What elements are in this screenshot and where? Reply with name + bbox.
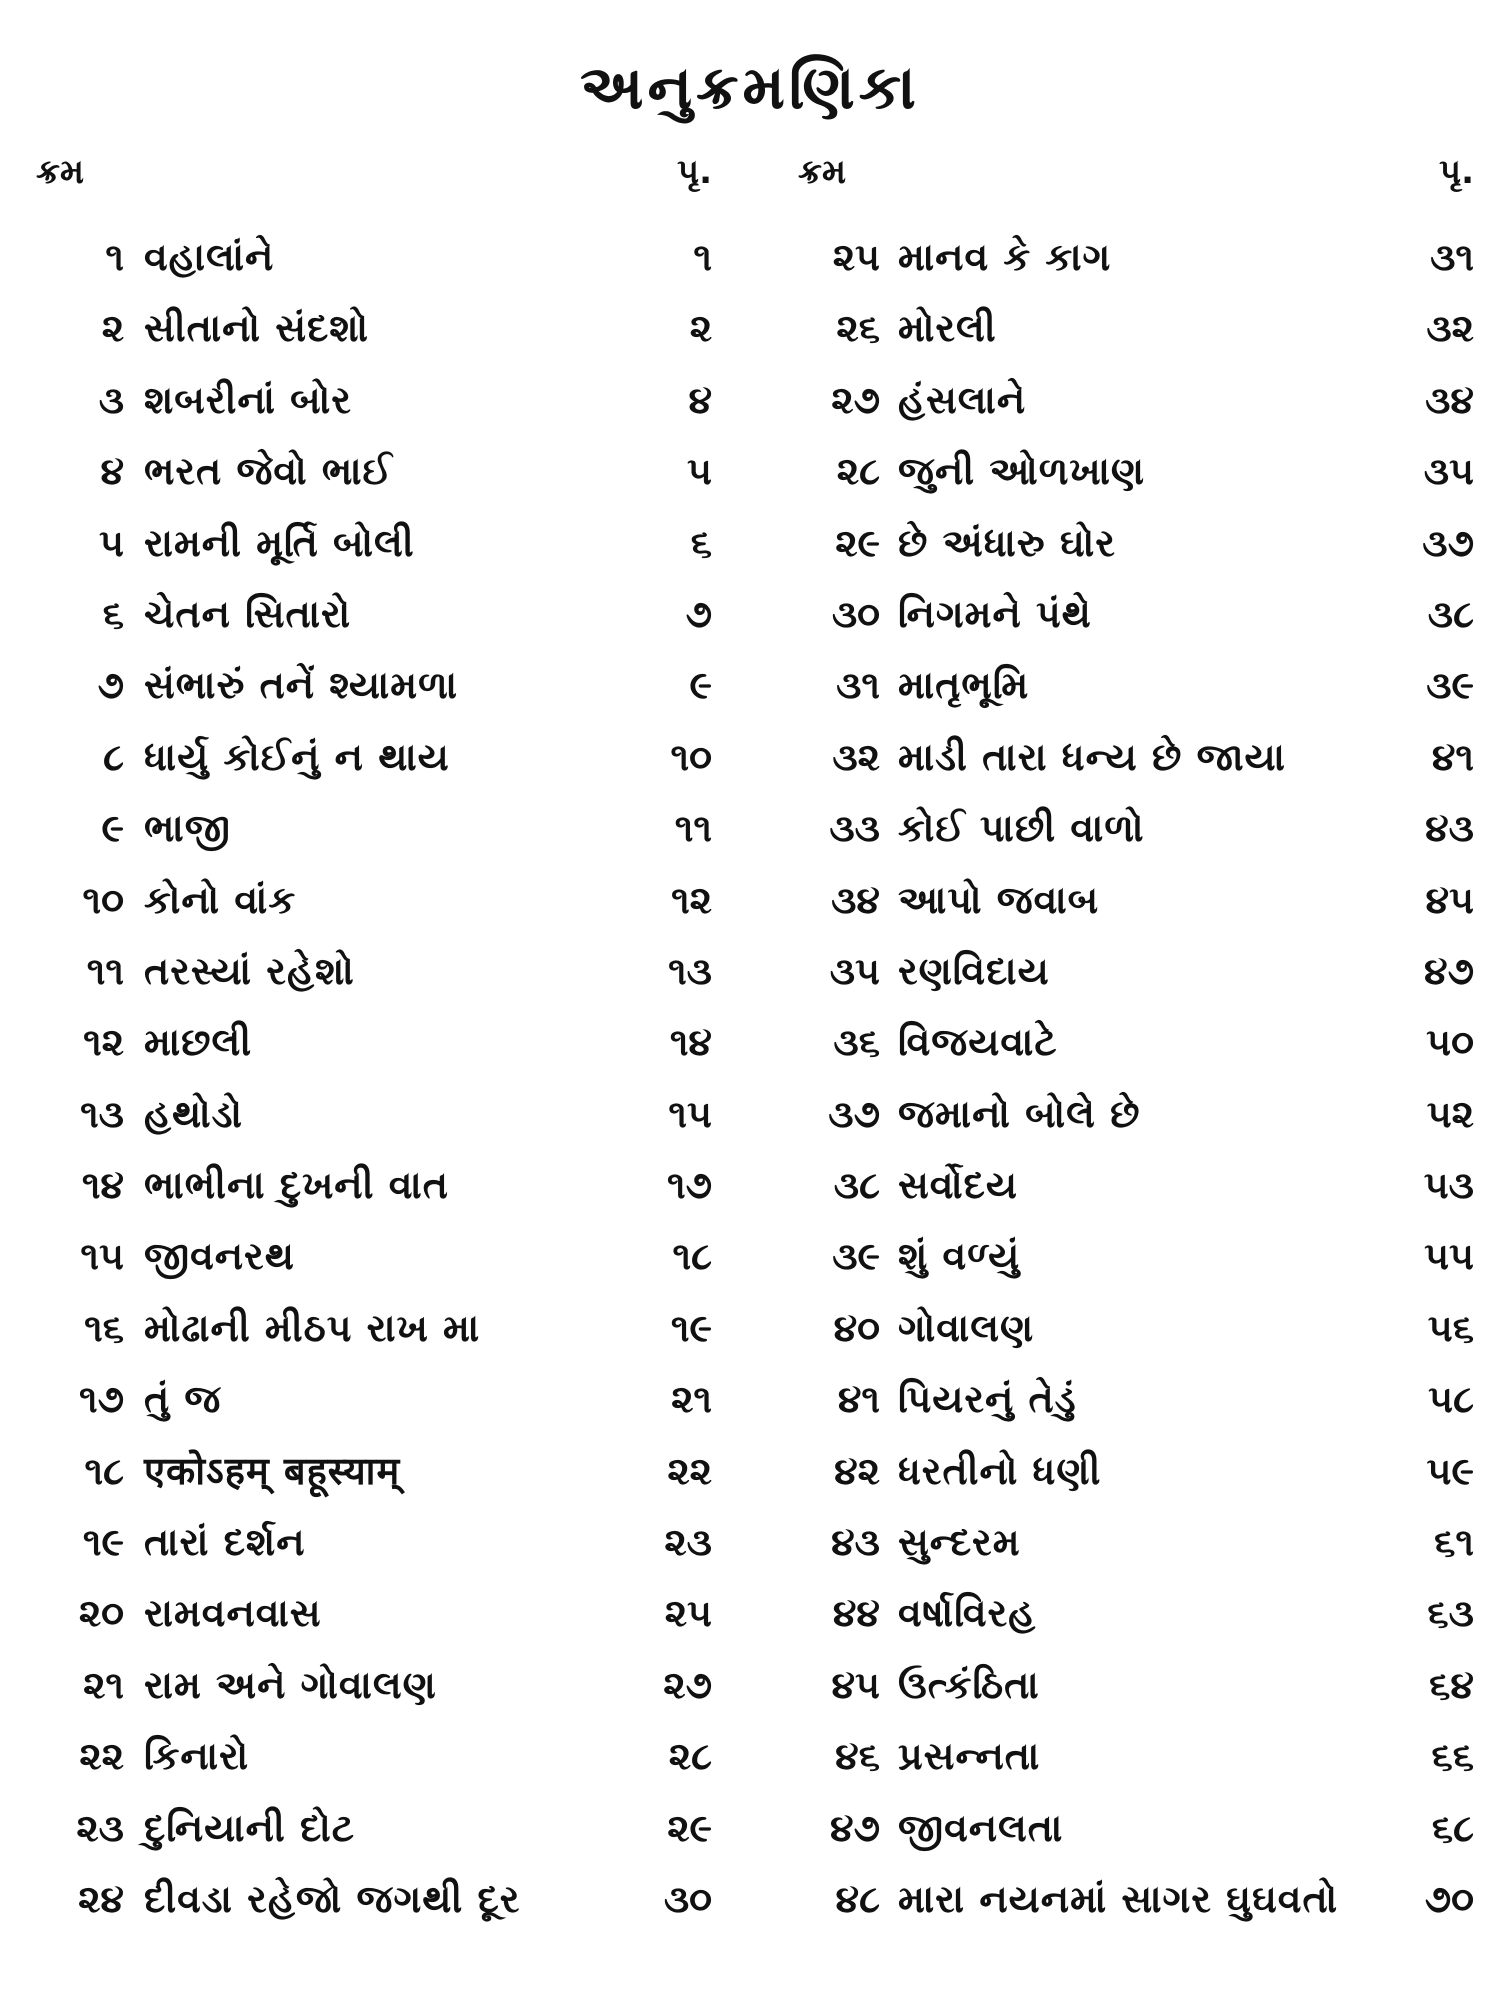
entry-page: ૨૯ [667,1805,712,1850]
entry-page: ૨૮ [668,1734,712,1779]
entry-page: ૩૨ [1426,306,1474,351]
index-entry [790,436,1480,507]
entry-number: ૧ [105,235,124,279]
entry-title: ધરતીનો ધણી [898,1448,1102,1493]
entry-number: ૨૫ [832,235,880,279]
entry-number: ૩૬ [833,1020,880,1065]
entry-number: ૩૧ [836,663,880,708]
index-entry [790,1650,1480,1721]
entry-page: ૫૬ [1427,1305,1474,1350]
entry-title: ભાજી [144,806,231,851]
index-entry [28,293,718,364]
entry-page: ૪૭ [1424,948,1474,993]
entry-number: ૨૩ [76,1805,124,1850]
entry-number: ૨૭ [831,377,880,422]
entry-page: ૭ [685,591,712,636]
entry-title: જીવનલતા [898,1805,1064,1850]
entry-number: ૨૪ [78,1876,124,1921]
index-entry [28,936,718,1007]
entry-number: ૧૩ [80,1091,124,1136]
entry-title: પિયરનું તેડું [898,1377,1077,1422]
entry-page: ૨૧ [671,1377,712,1422]
entry-title: શબરીનાં બોર [144,377,352,422]
entry-title: ચેતન સિતારો [144,591,352,636]
index-entry [28,1364,718,1435]
entry-page: ૩૧ [1430,235,1474,279]
entry-page: ૩૮ [1427,591,1474,636]
entry-page: ૧૯ [670,1305,712,1350]
entry-number: ૩૭ [828,1091,880,1136]
entry-page: ૩૦ [663,1876,712,1921]
entry-number: ૨૮ [836,449,880,494]
index-entry [28,1079,718,1150]
index-entry [28,508,718,579]
entry-page: ૪૫ [1425,877,1474,922]
entry-number: ૪૨ [834,1448,880,1493]
page-header: પૃ. [1439,152,1474,192]
index-entry [790,1721,1480,1792]
index-entry [790,1221,1480,1292]
entry-number: ૪૪ [832,1591,880,1636]
index-entry [790,293,1480,364]
entry-number: ૧૦ [82,877,124,922]
entry-page: ૬૮ [1431,1805,1474,1850]
index-entry [790,579,1480,650]
entry-number: ૪૦ [833,1305,880,1350]
entry-title: જુની ઓળખાણ [898,449,1146,494]
entry-page: ૧૭ [666,1163,712,1208]
index-entry [790,365,1480,436]
entry-number: ૬ [102,591,124,636]
entry-number: ૨૯ [835,520,880,565]
entry-title: મારા નયનમાં સાગર ઘુઘવતો [898,1876,1339,1921]
index-entry [790,865,1480,936]
entry-page: ૨ [689,306,712,351]
entry-page: ૨૨ [667,1448,712,1493]
entry-title: માછલી [144,1020,253,1065]
entry-number: ૯ [101,806,124,851]
index-entry [28,722,718,793]
index-entry [28,1293,718,1364]
entry-number: ૪૮ [835,1876,880,1921]
index-entry [790,722,1480,793]
entry-page: ૪૩ [1425,806,1474,851]
index-entry [790,1364,1480,1435]
entry-title: દીવડા રહેજો જગથી દૂર [144,1876,521,1921]
entry-number: ૩૯ [832,1234,880,1279]
index-entry [790,1293,1480,1364]
entry-title: કોનો વાંક [144,877,297,922]
entry-number: ૪૭ [830,1805,880,1850]
entry-number: ૪૩ [831,1520,880,1565]
entry-page: ૨૩ [664,1520,712,1565]
entry-title: મોઢાની મીઠપ રાખ મા [144,1305,481,1350]
entry-number: ૧૬ [84,1305,124,1350]
entry-title: કિનારો [144,1734,250,1779]
entry-number: ૪૬ [835,1734,880,1779]
entry-number: ૧૭ [78,1377,124,1422]
entry-title: સર્વોદય [898,1163,1018,1208]
entry-page: ૯ [689,663,712,708]
entry-title: રામવનવાસ [144,1591,322,1636]
entry-page: ૩૭ [1422,520,1474,565]
entry-page: ૫૯ [1426,1448,1474,1493]
entry-page: ૬૧ [1434,1520,1474,1565]
index-entry [28,1150,718,1221]
entry-page: ૧૦ [670,734,712,779]
entry-number: ૫ [99,520,124,565]
index-entry [790,1507,1480,1578]
entry-page: ૫૩ [1423,1163,1474,1208]
entry-page: ૧૨ [671,877,712,922]
entry-title: માડી તારા ધન્ય છે જાયા [898,734,1286,779]
entry-title: ધાર્યુ કોઈનું ન થાય [144,734,450,779]
index-entry [28,793,718,864]
index-entry [790,1793,1480,1864]
index-entry [790,222,1480,293]
index-column-right [790,150,1480,1935]
entry-page: ૫૮ [1428,1377,1474,1422]
entry-title: તરસ્યાં રહેશો [144,948,355,993]
entry-page: ૬ [690,520,712,565]
entry-number: ૩૩ [829,806,880,851]
entry-title: માનવ કે કાગ [898,235,1112,279]
entry-number: ૪૧ [837,1377,880,1422]
index-entry [28,1007,718,1078]
entry-title: ભરત જેવો ભાઈ [144,449,393,494]
index-entry [790,1578,1480,1649]
entry-title: વિજયવાટે [898,1020,1058,1065]
index-entry [28,1578,718,1649]
entry-title: વહાલાંને [144,235,275,279]
entry-page: ૧૩ [668,948,712,993]
entry-page: ૧૫ [668,1091,712,1136]
index-entry [790,1864,1480,1935]
entry-title: પ્રસન્નતા [898,1734,1041,1779]
serial-header: ક્રમ [798,152,847,192]
entry-number: ૧૨ [83,1020,124,1065]
entry-page: ૩૯ [1426,663,1474,708]
entry-page: ૩૫ [1423,449,1474,494]
entry-page: ૧ [693,235,712,279]
entry-number: ૩૫ [829,948,880,993]
index-entry [28,865,718,936]
entry-page: ૨૫ [664,1591,712,1636]
entry-title: તારાં દર્શન [144,1520,306,1565]
entry-title: તું જ [144,1377,222,1422]
index-entry [28,1721,718,1792]
index-entry [28,1793,718,1864]
entry-number: ૩૨ [832,734,880,779]
entry-number: ૮ [103,734,124,779]
index-entry [790,650,1480,721]
index-entry [28,365,718,436]
entry-title: વર્ષાવિરહ [898,1591,1037,1636]
entry-page: ૨૭ [663,1662,712,1707]
entry-title: શું વળ્યું [898,1234,1021,1279]
entry-page: ૭૦ [1424,1876,1474,1921]
entry-title: જમાનો બોલે છે [898,1091,1141,1136]
entry-title: સુન્દરમ [898,1520,1021,1565]
entry-number: ૩ [98,377,124,422]
entry-page: ૫૫ [1424,1234,1474,1279]
entry-page: ૩૪ [1425,377,1474,422]
index-entry [28,436,718,507]
column-header [790,150,1480,194]
entry-page: ૧૮ [672,1234,712,1279]
entry-page: ૪ [688,377,712,422]
index-entry [28,579,718,650]
entry-number: ૧૫ [80,1234,124,1279]
entry-page: ૫૨ [1426,1091,1474,1136]
entry-title: કોઈ પાછી વાળો [898,806,1145,851]
index-entry [790,793,1480,864]
index-entry [28,1221,718,1292]
entry-page: ૧૪ [669,1020,712,1065]
entry-number: ૪ [100,449,124,494]
index-entry [28,222,718,293]
entry-title: હથોડો [144,1091,244,1136]
entry-number: ૨૦ [78,1591,124,1636]
entry-number: ૧૧ [86,948,124,993]
entry-title: રામની મૂર્તિ બોલી [144,520,415,565]
entry-number: ૧૮ [84,1448,124,1493]
entry-page: ૬૩ [1427,1591,1474,1636]
entry-number: ૨૬ [836,306,880,351]
entry-title: સીતાનો સંદશો [144,306,370,351]
entry-title: દુનિયાની દોટ [144,1805,355,1850]
entry-title: રણવિદાય [898,948,1050,993]
entry-title: રામ અને ગોવાલણ [144,1662,437,1707]
entry-title: एकोऽहम् बहूस्याम् [144,1448,401,1493]
entry-number: ૭ [97,663,124,708]
entry-number: ૨ [101,306,124,351]
page-header: પૃ. [677,152,712,192]
entry-title: આપો જવાબ [898,877,1100,922]
page-title: અનુક્રમણિકા [580,53,920,123]
index-column-left [28,150,718,1935]
entry-page: ૫૦ [1426,1020,1474,1065]
entry-title: ભાભીના દુખની વાત [144,1163,449,1208]
index-entry [790,1436,1480,1507]
entry-page: ૧૧ [674,806,712,851]
entry-page: ૫ [687,449,712,494]
entry-number: ૪૫ [831,1662,880,1707]
index-entry [790,1007,1480,1078]
index-entry [28,1436,718,1507]
entry-title: માતૃભૂમિ [898,663,1030,708]
entry-number: ૨૧ [83,1662,124,1707]
entry-number: ૩૪ [831,877,880,922]
entry-number: ૨૨ [79,1734,124,1779]
entry-title: હંસલાને [898,377,1027,422]
entry-number: ૩૮ [833,1163,880,1208]
index-entry [790,936,1480,1007]
entry-title: ઉત્કંઠિતા [898,1662,1040,1707]
entry-title: મોરલી [898,306,997,351]
entry-list-right [790,222,1480,1935]
index-entry [28,650,718,721]
serial-header: ક્રમ [36,152,85,192]
entry-title: સંભારું તનેં શ્યામળા [144,663,459,708]
entry-number: ૩૦ [831,591,880,636]
entry-title: છે અંધારુ ઘોર [898,520,1116,565]
entry-number: ૧૪ [81,1163,124,1208]
column-header [28,150,718,194]
index-entry [790,1079,1480,1150]
entry-title: નિગમને પંથે [898,591,1092,636]
entry-title: ગોવાલણ [898,1305,1035,1350]
index-entry [28,1864,718,1935]
entry-page: ૪૧ [1431,734,1474,779]
entry-title: જીવનરથ [144,1234,295,1279]
index-entry [790,508,1480,579]
entry-number: ૧૯ [82,1520,124,1565]
entry-page: ૬૪ [1429,1662,1474,1707]
index-entry [28,1507,718,1578]
entry-page: ૬૬ [1431,1734,1474,1779]
index-entry [28,1650,718,1721]
entry-list-left [28,222,718,1935]
index-entry [790,1150,1480,1221]
